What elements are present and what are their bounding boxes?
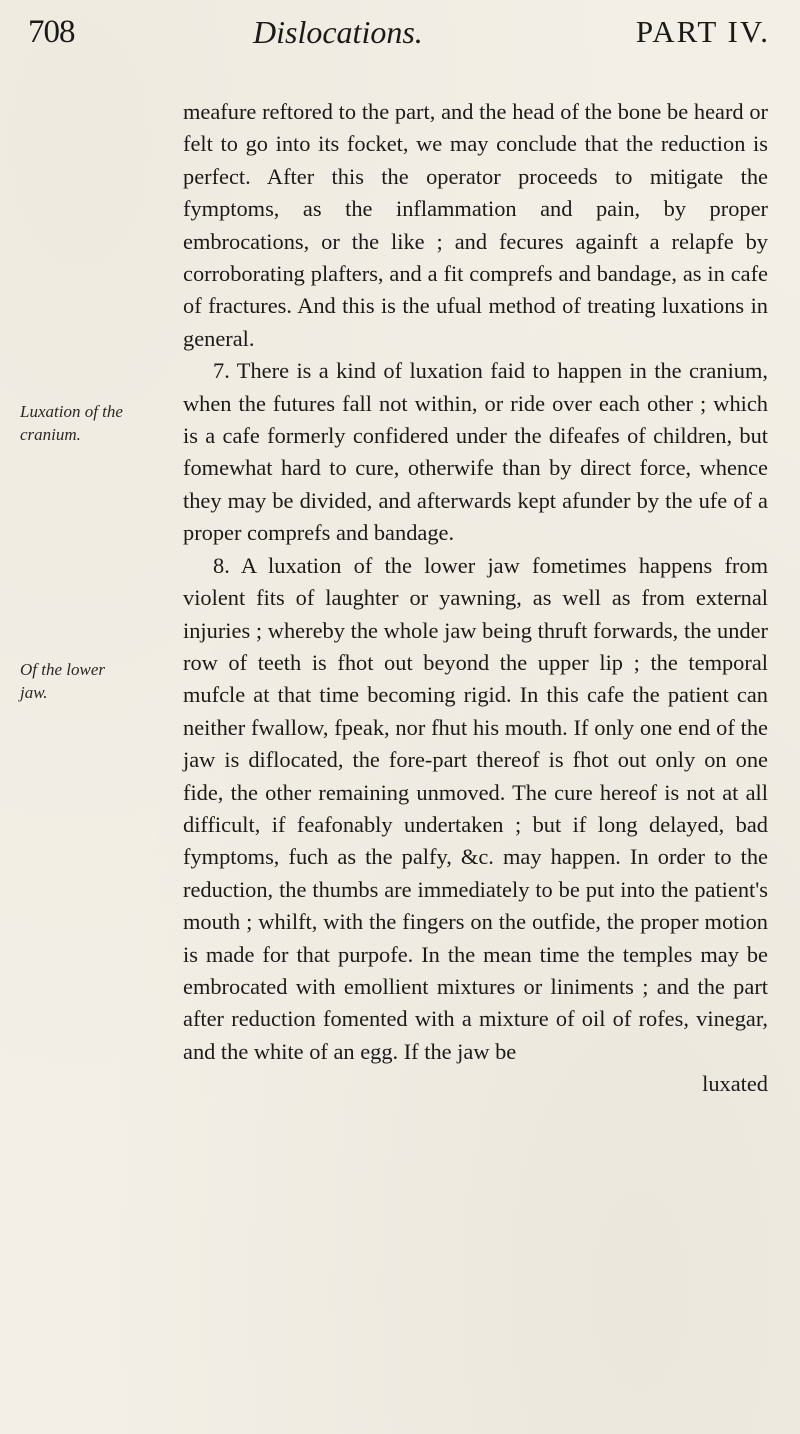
running-title: Dislocations. — [253, 14, 423, 50]
part-label: PART IV. — [635, 14, 770, 49]
margin-note-cranium: Luxation of the cranium. — [20, 402, 123, 444]
paragraph-lower-jaw: 8. A luxation of the lower jaw fometimes happens from violent fits of laughter or yawning, as well as from external injuries ; whereby the whole jaw being thruft forwards, the under row of teeth is fhot out beyond the upper lip ; the temporal mufcle at that time becoming rigid. In this cafe the patient can neither fwallow, fpeak, nor fhut his mouth. If only one end of the jaw is diflocated, the fore-part thereof is fhot out only on one fide, the other remaining unmoved. The cure hereof is not at all difficult, if feafonably undertaken ; but if long delayed, bad fymptoms, fuch as the palfy, &c. may happen. In order to the reduction, the thumbs are immediately to be put into the patient's mouth ; whilft, with the fingers on the outfide, the proper motion is made for that purpofe. In the mean time the temples may be embrocated with emollient mixtures or liniments ; and the part after reduction fomented with a mixture of oil of rofes, vinegar, and the white of an egg. If the jaw be — [183, 552, 768, 1064]
margin-note-lower-jaw: Of the lower jaw. — [20, 660, 105, 702]
body-text — [183, 96, 768, 1101]
paragraph-continuation: meafure reftored to the part, and the head of the bone be heard or felt to go into its focket, we may conclude that the reduction is perfect. After this the operator proceeds to mitigate the fymptoms, as the inflammation and pain, by proper embrocations, or the like ; and fecures againft a relapfe by corroborating plafters, and a fit comprefs and bandage, as in cafe of fractures. And this is the ufual method of treating luxations in general. — [183, 99, 768, 351]
paragraph-cranium: 7. There is a kind of luxation faid to happen in the cranium, when the futures fall not within, or ride over each other ; which is a cafe formerly confidered under the difeafes of children, but fomewhat hard to cure, otherwife than by direct force, whence they may be divided, and afterwards kept afunder by the ufe of a proper comprefs and bandage. — [183, 358, 768, 546]
page-header — [28, 8, 770, 86]
catchword: luxated — [702, 1071, 768, 1097]
page-number: 708 — [28, 14, 75, 50]
